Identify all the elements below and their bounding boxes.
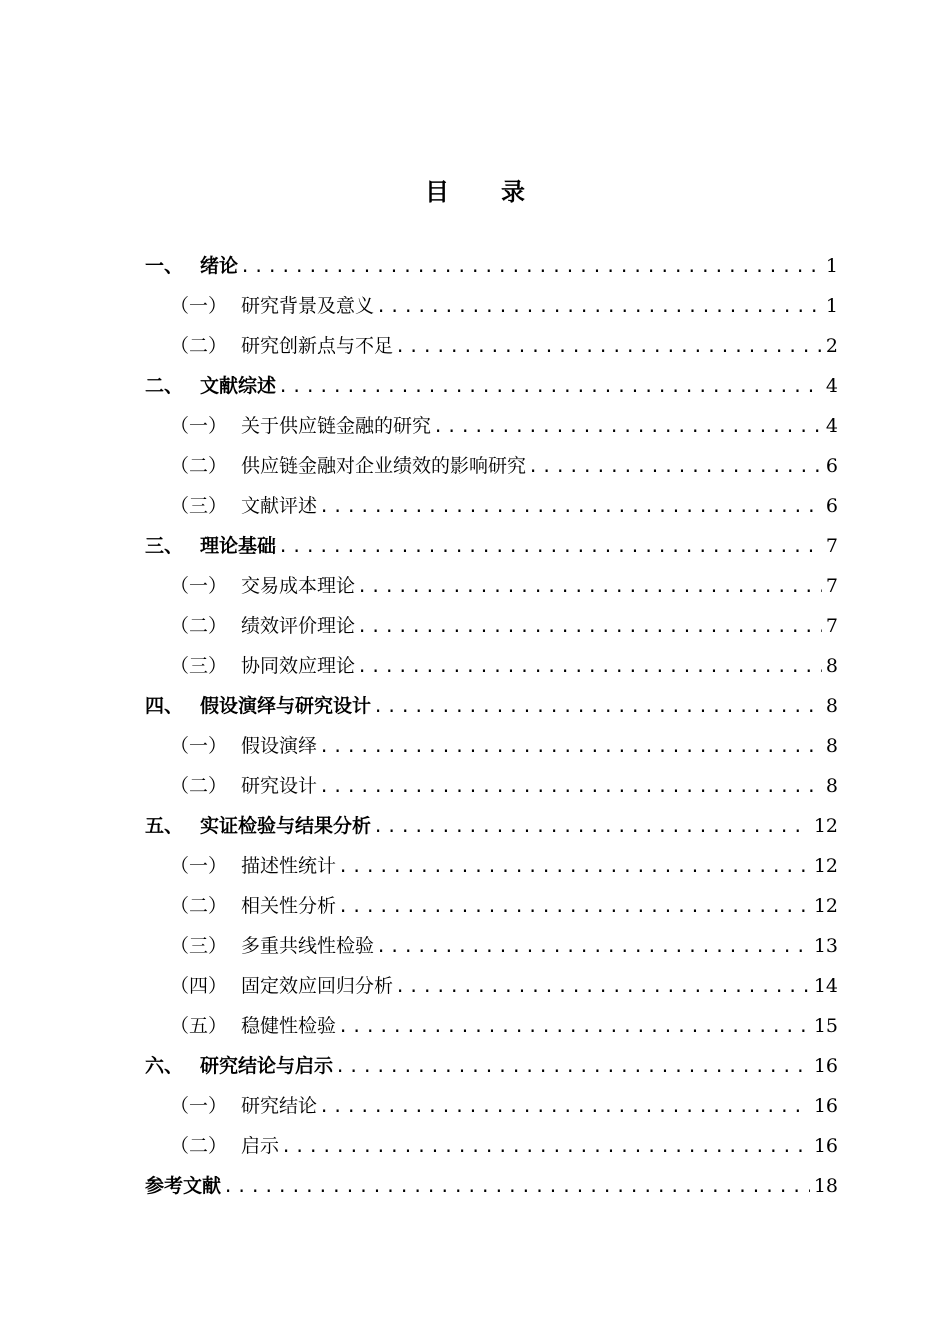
toc-section-entry[interactable] <box>145 924 838 964</box>
toc-page-number: 12 <box>813 814 838 837</box>
toc-dot-leader <box>373 817 810 837</box>
toc-page-number: 12 <box>813 894 838 917</box>
toc-entry-number: （一） <box>170 574 228 597</box>
toc-entry-number: （二） <box>170 454 228 477</box>
toc-section-entry[interactable] <box>145 1004 838 1044</box>
toc-page-number: 8 <box>825 694 838 717</box>
toc-page-number: 8 <box>825 734 838 757</box>
toc-entry-label: 绩效评价理论 <box>241 614 356 637</box>
toc-section-entry[interactable] <box>145 964 838 1004</box>
toc-dot-leader <box>373 697 822 717</box>
toc-entry-number: （三） <box>170 934 228 957</box>
toc-entry-number: 一、 <box>145 254 184 277</box>
table-of-contents <box>145 244 838 1204</box>
toc-page-number: 8 <box>825 774 838 797</box>
toc-page-number: 14 <box>813 974 838 997</box>
toc-page-number: 4 <box>825 374 838 397</box>
toc-chapter-entry[interactable] <box>145 524 838 564</box>
title-char-1: 目 <box>425 178 449 206</box>
toc-section-entry[interactable] <box>145 844 838 884</box>
toc-section-entry[interactable] <box>145 644 838 684</box>
toc-entry-label: 启示 <box>241 1134 280 1157</box>
toc-chapter-entry[interactable] <box>145 1164 838 1204</box>
toc-entry-label: 研究结论与启示 <box>200 1054 334 1077</box>
toc-page-number: 13 <box>813 934 838 957</box>
toc-entry-label: 研究背景及意义 <box>241 294 375 317</box>
toc-dot-leader <box>433 417 822 437</box>
toc-page-number: 7 <box>825 574 838 597</box>
toc-page-number: 2 <box>825 334 838 357</box>
toc-chapter-entry[interactable] <box>145 244 838 284</box>
toc-entry-label: 固定效应回归分析 <box>241 974 394 997</box>
toc-entry-number: （二） <box>170 894 228 917</box>
toc-entry-number: （二） <box>170 774 228 797</box>
toc-page-number: 12 <box>813 854 838 877</box>
toc-entry-number: （三） <box>170 494 228 517</box>
toc-page-number: 1 <box>825 294 838 317</box>
toc-entry-label: 文献评述 <box>241 494 318 517</box>
toc-dot-leader <box>240 257 822 277</box>
toc-dot-leader <box>376 297 822 317</box>
toc-section-entry[interactable] <box>145 284 838 324</box>
toc-section-entry[interactable] <box>145 324 838 364</box>
toc-dot-leader <box>335 1057 810 1077</box>
toc-page-number: 7 <box>825 614 838 637</box>
toc-dot-leader <box>278 537 822 557</box>
toc-dot-leader <box>278 377 822 397</box>
page-title <box>0 172 950 207</box>
toc-dot-leader <box>528 457 822 477</box>
toc-entry-label: 实证检验与结果分析 <box>200 814 372 837</box>
toc-section-entry[interactable] <box>145 764 838 804</box>
toc-section-entry[interactable] <box>145 1124 838 1164</box>
toc-entry-number: （二） <box>170 614 228 637</box>
toc-page-number: 15 <box>813 1014 838 1037</box>
toc-entry-number: （一） <box>170 414 228 437</box>
title-char-2: 录 <box>501 178 525 206</box>
toc-entry-label: 描述性统计 <box>241 854 337 877</box>
toc-page-number: 6 <box>825 494 838 517</box>
toc-dot-leader <box>319 737 822 757</box>
toc-entry-label: 假设演绎 <box>241 734 318 757</box>
toc-entry-number: 三、 <box>145 534 184 557</box>
toc-entry-label: 研究结论 <box>241 1094 318 1117</box>
toc-entry-label: 假设演绎与研究设计 <box>200 694 372 717</box>
toc-dot-leader <box>281 1137 810 1157</box>
toc-page-number: 8 <box>825 654 838 677</box>
toc-entry-label: 研究设计 <box>241 774 318 797</box>
toc-chapter-entry[interactable] <box>145 804 838 844</box>
toc-section-entry[interactable] <box>145 724 838 764</box>
toc-entry-label: 参考文献 <box>145 1174 222 1197</box>
toc-page-number: 7 <box>825 534 838 557</box>
toc-entry-number: （一） <box>170 1094 228 1117</box>
toc-page-number: 4 <box>825 414 838 437</box>
toc-entry-number: 六、 <box>145 1054 184 1077</box>
toc-chapter-entry[interactable] <box>145 1044 838 1084</box>
toc-dot-leader <box>395 977 810 997</box>
toc-entry-number: （一） <box>170 734 228 757</box>
toc-dot-leader <box>357 617 822 637</box>
toc-section-entry[interactable] <box>145 884 838 924</box>
toc-section-entry[interactable] <box>145 604 838 644</box>
toc-dot-leader <box>319 1097 810 1117</box>
toc-dot-leader <box>338 897 810 917</box>
toc-section-entry[interactable] <box>145 404 838 444</box>
toc-section-entry[interactable] <box>145 1084 838 1124</box>
toc-dot-leader <box>338 1017 810 1037</box>
toc-dot-leader <box>357 577 822 597</box>
toc-entry-number: （二） <box>170 334 228 357</box>
toc-section-entry[interactable] <box>145 564 838 604</box>
toc-entry-number: （一） <box>170 854 228 877</box>
toc-dot-leader <box>319 777 822 797</box>
toc-entry-number: （四） <box>170 974 228 997</box>
toc-entry-label: 关于供应链金融的研究 <box>241 414 432 437</box>
toc-dot-leader <box>338 857 810 877</box>
toc-entry-label: 文献综述 <box>200 374 277 397</box>
toc-dot-leader <box>376 937 810 957</box>
toc-entry-label: 稳健性检验 <box>241 1014 337 1037</box>
toc-entry-label: 交易成本理论 <box>241 574 356 597</box>
toc-entry-label: 理论基础 <box>200 534 277 557</box>
toc-entry-number: 五、 <box>145 814 184 837</box>
toc-entry-label: 相关性分析 <box>241 894 337 917</box>
toc-chapter-entry[interactable] <box>145 684 838 724</box>
toc-entry-number: （一） <box>170 294 228 317</box>
toc-entry-number: （三） <box>170 654 228 677</box>
toc-entry-label: 协同效应理论 <box>241 654 356 677</box>
toc-page-number: 6 <box>825 454 838 477</box>
toc-entry-number: 二、 <box>145 374 184 397</box>
toc-page-number: 18 <box>813 1174 838 1197</box>
toc-entry-number: （五） <box>170 1014 228 1037</box>
toc-entry-label: 多重共线性检验 <box>241 934 375 957</box>
toc-entry-label: 供应链金融对企业绩效的影响研究 <box>241 454 527 477</box>
toc-entry-label: 绪论 <box>200 254 239 277</box>
toc-page-number: 16 <box>813 1094 838 1117</box>
toc-page-number: 16 <box>813 1054 838 1077</box>
toc-page-number: 16 <box>813 1134 838 1157</box>
toc-section-entry[interactable] <box>145 484 838 524</box>
toc-entry-number: （二） <box>170 1134 228 1157</box>
toc-chapter-entry[interactable] <box>145 364 838 404</box>
toc-section-entry[interactable] <box>145 444 838 484</box>
toc-entry-number: 四、 <box>145 694 184 717</box>
toc-dot-leader <box>357 657 822 677</box>
toc-dot-leader <box>319 497 822 517</box>
toc-dot-leader <box>223 1177 810 1197</box>
toc-dot-leader <box>395 337 822 357</box>
toc-entry-label: 研究创新点与不足 <box>241 334 394 357</box>
toc-page-number: 1 <box>825 254 838 277</box>
